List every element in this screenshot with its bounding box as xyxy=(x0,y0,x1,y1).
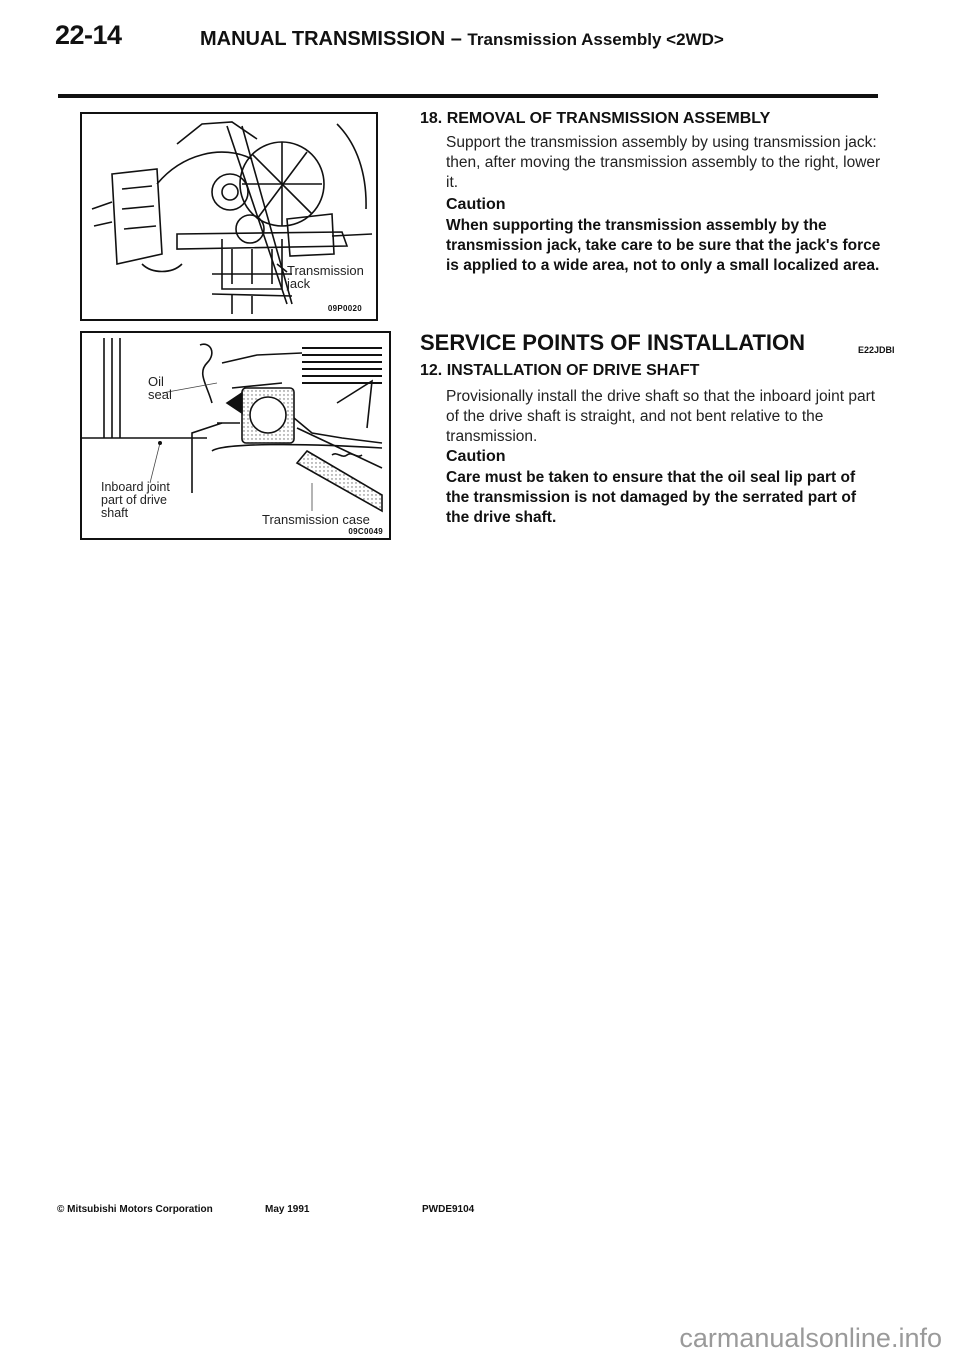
figure2-code: 09C0049 xyxy=(348,527,383,536)
figure-oil-seal xyxy=(80,331,391,540)
transmission-jack-label-line1: Transmission xyxy=(287,263,364,278)
running-header xyxy=(200,28,724,51)
section-code: E22JDBI xyxy=(858,345,895,355)
header-title: MANUAL TRANSMISSION – xyxy=(200,28,468,50)
figure-transmission-jack xyxy=(80,112,378,321)
step-12-caution-heading: Caution xyxy=(446,448,506,465)
header-subtitle: Transmission Assembly <2WD> xyxy=(467,30,724,49)
footer-code: PWDE9104 xyxy=(422,1204,475,1215)
inboard-joint-label xyxy=(101,481,170,520)
oil-seal-label-line1: Oil xyxy=(148,374,164,389)
page-number: 22-14 xyxy=(55,20,122,50)
inboard-joint-label-line1: Inboard joint xyxy=(101,480,170,494)
step-18-title: 18. REMOVAL OF TRANSMISSION ASSEMBLY xyxy=(420,110,771,127)
step-12-caution-text: Care must be taken to ensure that the oil seal lip part of the transmission is not damaged by the serrated part of the drive shaft. xyxy=(446,469,856,526)
footer-copyright: © Mitsubishi Motors Corporation xyxy=(57,1204,213,1215)
transmission-jack-label-line2: jack xyxy=(287,276,311,291)
figure1-code: 09P0020 xyxy=(327,304,362,313)
oil-seal-label xyxy=(148,375,172,401)
transmission-case-label: Transmission case xyxy=(262,512,370,527)
step-18-text: Support the transmission assembly by using transmission jack: then, after moving the transmission assembly to the right, lower it. xyxy=(446,134,881,191)
section-title: SERVICE POINTS OF INSTALLATION xyxy=(420,330,806,355)
oil-seal-label-line2: seal xyxy=(148,387,172,402)
header-rule xyxy=(58,94,878,98)
watermark: carmanualsonline.info xyxy=(679,1323,942,1353)
transmission-jack-label xyxy=(287,264,364,290)
step-18-caution-heading: Caution xyxy=(446,196,506,213)
inboard-joint-label-line3: shaft xyxy=(101,506,129,520)
step-12-text: Provisionally install the drive shaft so that the inboard joint part of the drive shaft is straight, and not bent relative to the transmission. xyxy=(446,388,876,445)
step-18-caution-text: When supporting the transmission assembly by the transmission jack, take care to be sure that the jack's force is applied to a wide area, not to only a small localized area. xyxy=(446,217,881,274)
step-12-title: 12. INSTALLATION OF DRIVE SHAFT xyxy=(420,362,700,379)
footer-date: May 1991 xyxy=(265,1204,310,1215)
inboard-joint-label-line2: part of drive xyxy=(101,493,168,507)
